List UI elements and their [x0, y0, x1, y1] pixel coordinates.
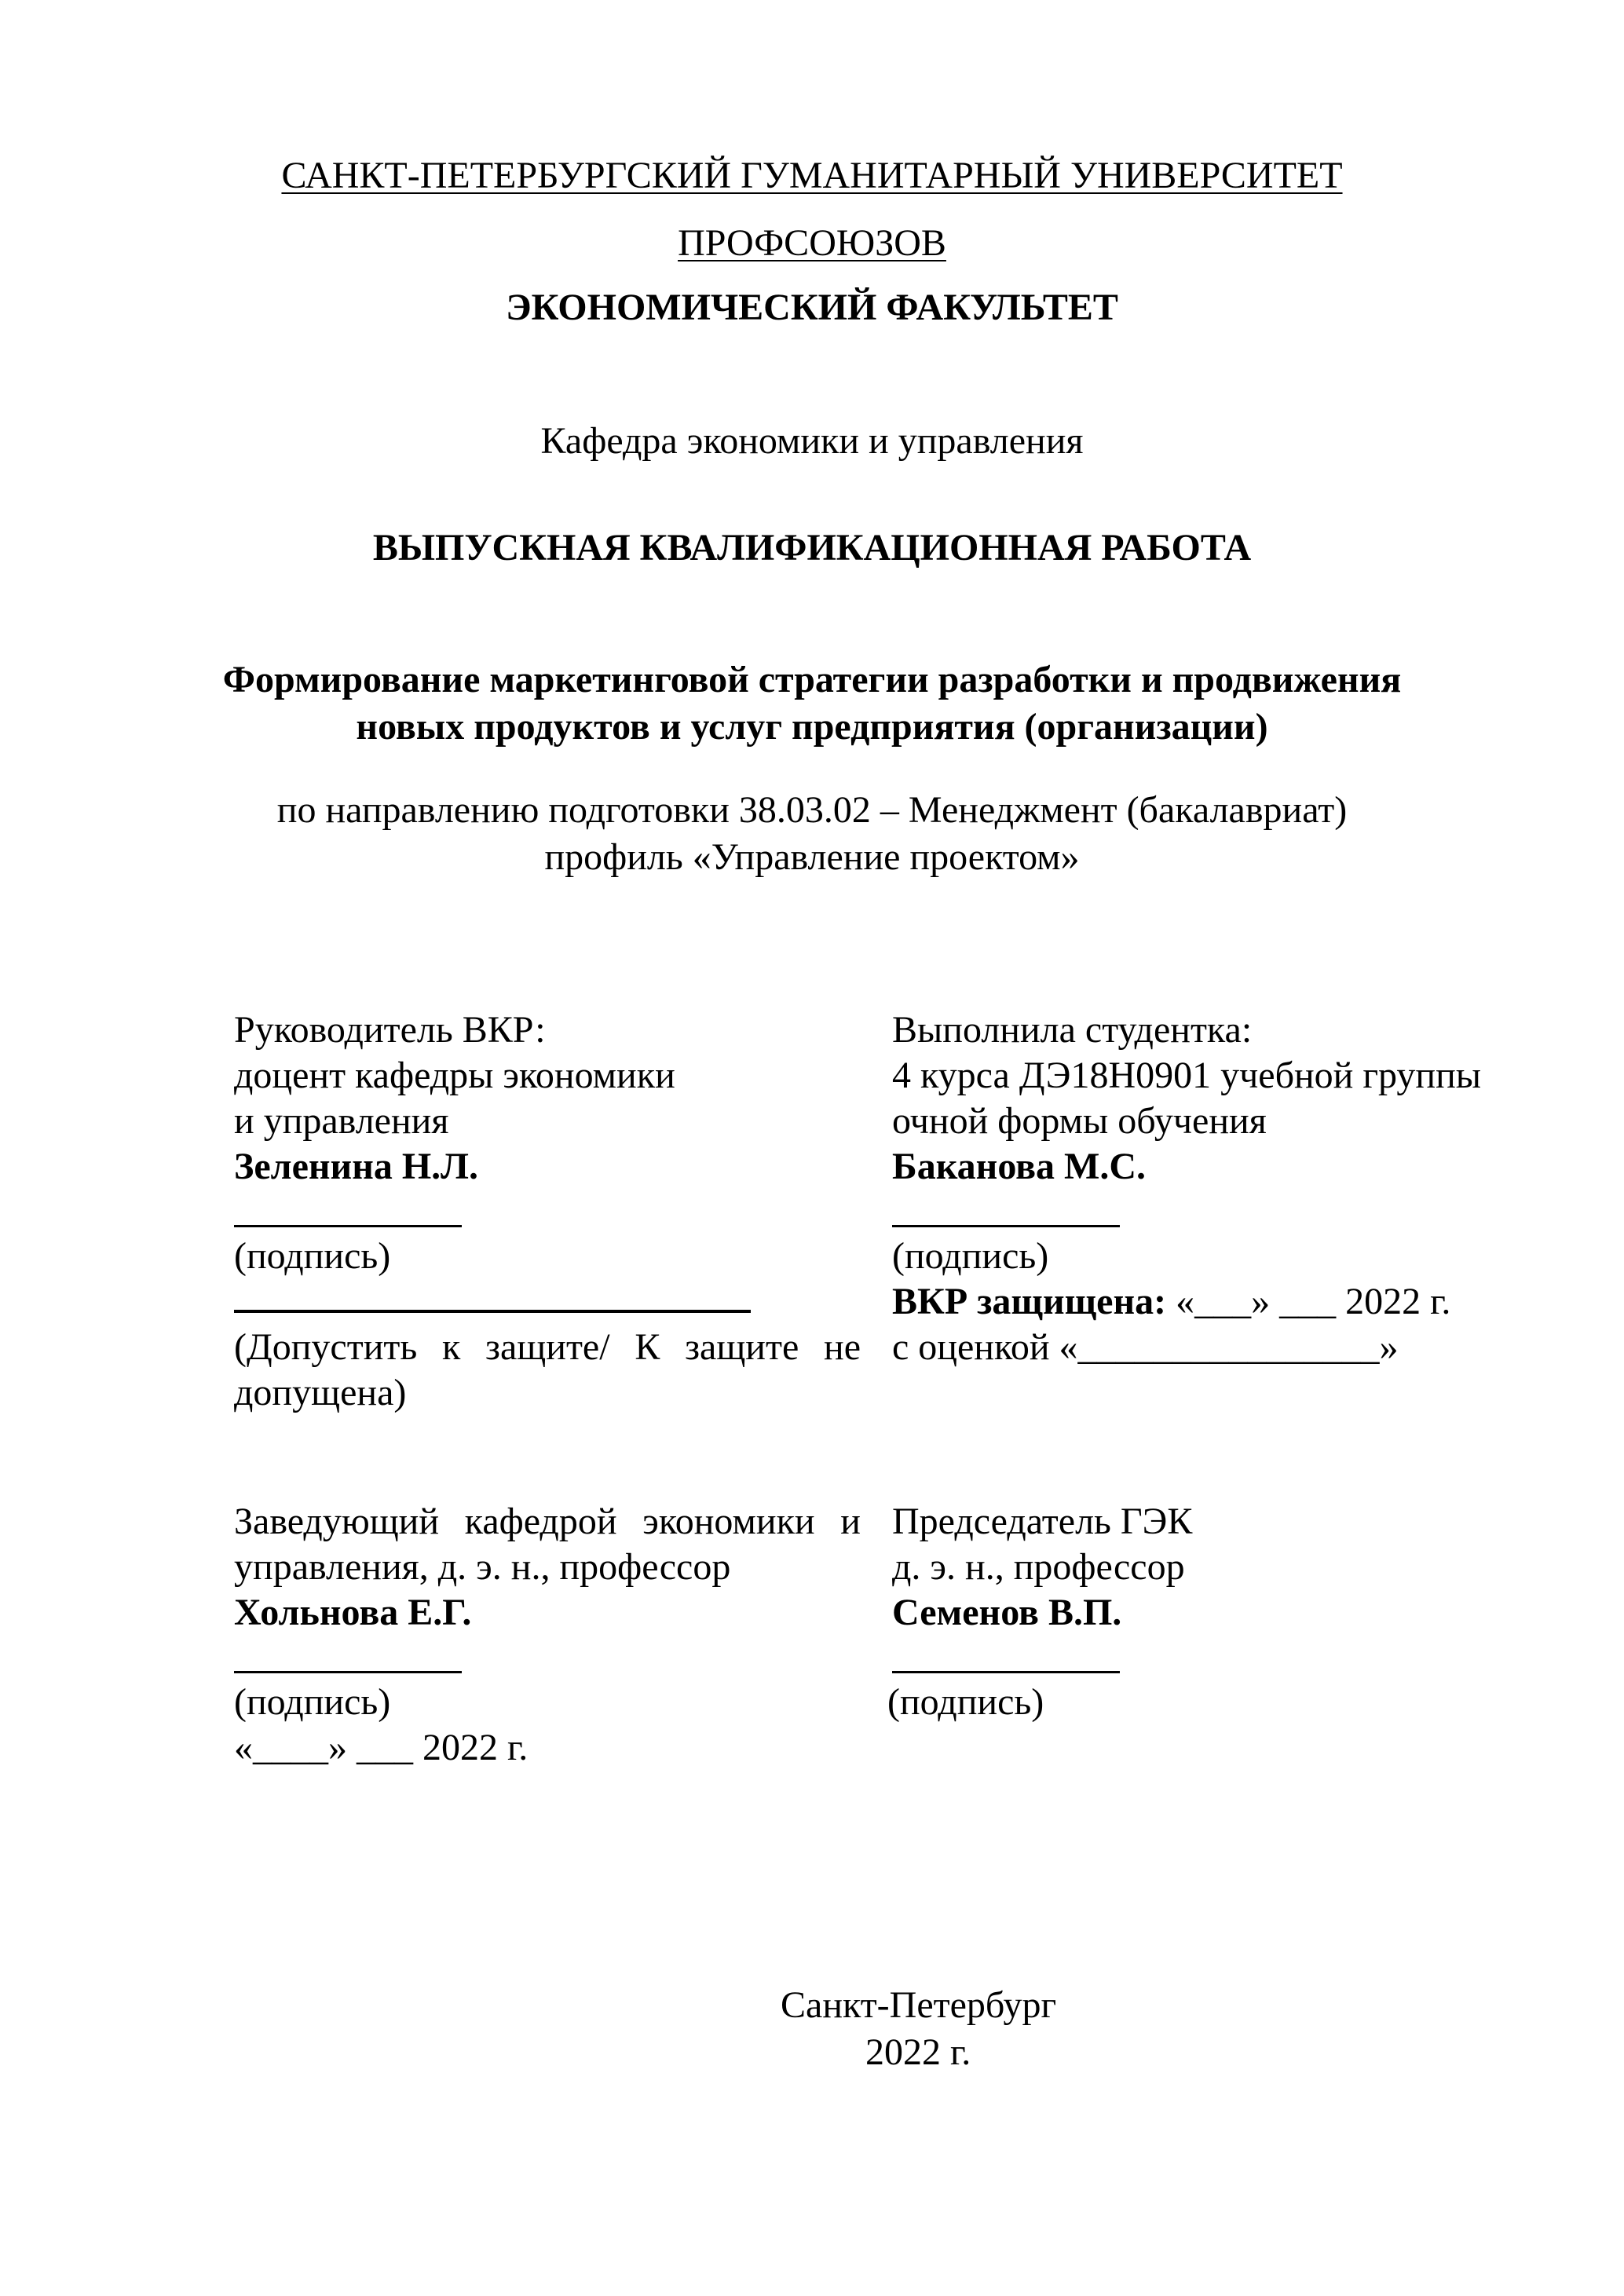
thesis-title-line2: новых продуктов и услуг предприятия (организации): [356, 706, 1268, 748]
admission-note-line2: допущена): [234, 1372, 407, 1413]
supervisor-signature-hint: (подпись): [234, 1235, 391, 1277]
year: 2022 г.: [865, 2031, 971, 2073]
chairman-signature-hint: (подпись): [887, 1681, 1044, 1723]
supervisor-name: Зеленина Н.Л.: [234, 1146, 478, 1187]
defense-date: «___» ___ 2022 г.: [1166, 1281, 1451, 1322]
admission-note-line1: (Допустить к защите/ К защите не: [234, 1326, 861, 1368]
admission-decision-line: [234, 1310, 751, 1313]
defense-status-label: ВКР защищена:: [892, 1281, 1167, 1322]
chairman-label: Председатель ГЭК: [892, 1501, 1193, 1542]
supervisor-position-line2: и управления: [234, 1100, 449, 1142]
student-label: Выполнила студентка:: [892, 1009, 1253, 1051]
university-name-line1: САНКТ-ПЕТЕРБУРГСКИЙ ГУМАНИТАРНЫЙ УНИВЕРСИТЕТ: [281, 155, 1343, 196]
head-position-line2: управления, д. э. н., профессор: [234, 1546, 731, 1588]
student-name: Баканова М.С.: [892, 1146, 1147, 1187]
chairman-position: д. э. н., профессор: [892, 1546, 1185, 1588]
city: Санкт-Петербург: [781, 1984, 1057, 2026]
supervisor-label: Руководитель ВКР:: [234, 1009, 546, 1051]
thesis-title-line1: Формирование маркетинговой стратегии разработки и продвижения: [222, 659, 1402, 700]
head-signature-line: [234, 1671, 462, 1673]
head-name: Хольнова Е.Г.: [234, 1592, 472, 1633]
student-study-form: очной формы обучения: [892, 1100, 1267, 1142]
defense-grade: с оценкой «________________»: [892, 1326, 1399, 1368]
supervisor-signature-line: [234, 1225, 462, 1227]
head-date: «____» ___ 2022 г.: [234, 1727, 529, 1768]
chairman-signature-line: [892, 1671, 1120, 1673]
chairman-name: Семенов В.П.: [892, 1592, 1122, 1633]
faculty-title: ЭКОНОМИЧЕСКИЙ ФАКУЛЬТЕТ: [506, 287, 1118, 328]
defense-status: [892, 1280, 1450, 1324]
head-signature-hint: (подпись): [234, 1681, 391, 1723]
university-name-line2: ПРОФСОЮЗОВ: [678, 222, 946, 264]
work-type-title: ВЫПУСКНАЯ КВАЛИФИКАЦИОННАЯ РАБОТА: [372, 527, 1252, 569]
student-course-group: 4 курса ДЭ18Н0901 учебной группы: [892, 1055, 1482, 1096]
department-name: Кафедра экономики и управления: [540, 420, 1084, 462]
supervisor-position-line1: доцент кафедры экономики: [234, 1055, 675, 1096]
study-profile: профиль «Управление проектом»: [544, 836, 1080, 878]
head-position-line1: Заведующий кафедрой экономики и: [234, 1501, 861, 1542]
student-signature-line: [892, 1225, 1120, 1227]
student-signature-hint: (подпись): [892, 1235, 1049, 1277]
study-direction: по направлению подготовки 38.03.02 – Менеджмент (бакалавриат): [276, 789, 1348, 831]
